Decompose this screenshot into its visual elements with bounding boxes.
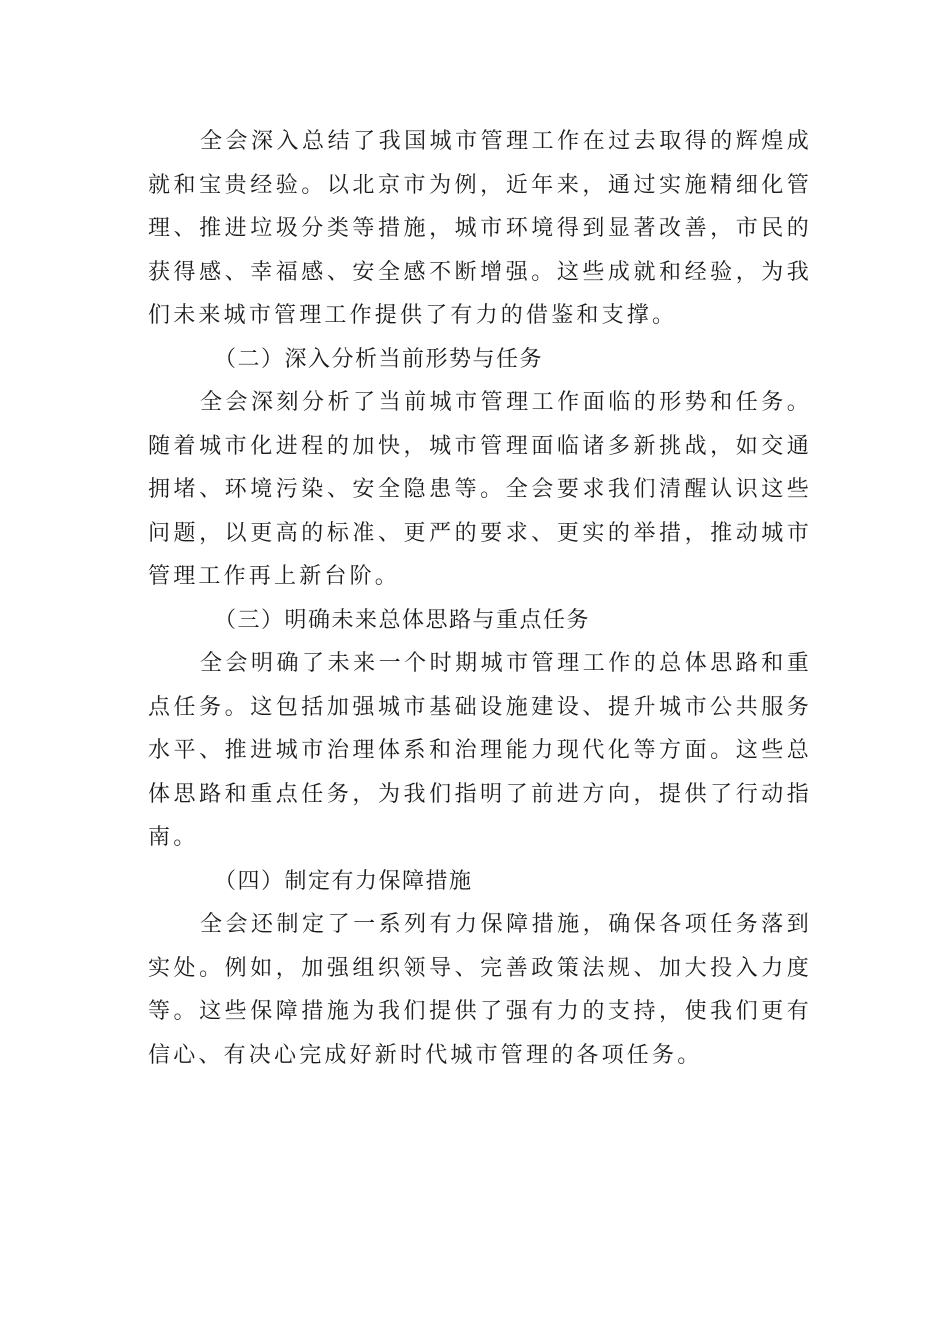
paragraph-future-tasks: 全会明确了未来一个时期城市管理工作的总体思路和重点任务。这包括加强城市基础设施建设、提升城市公共服务水平、推进城市治理体系和治理能力现代化等方面。这些总体思路和重点任务，为我们指明了前进方向，提供了行动指南。 bbox=[148, 651, 812, 850]
paragraph-achievements: 全会深入总结了我国城市管理工作在过去取得的辉煌成就和宝贵经验。以北京市为例，近年来，通过实施精细化管理、推进垃圾分类等措施，城市环境得到显著改善，市民的获得感、幸福感、安全感不断增强。这些成就和经验，为我们未来城市管理工作提供了有力的借鉴和支撑。 bbox=[148, 129, 812, 328]
section-heading-3: （三）明确未来总体思路与重点任务 bbox=[214, 607, 591, 633]
document-body bbox=[148, 120, 812, 1077]
paragraph-situation: 全会深刻分析了当前城市管理工作面临的形势和任务。随着城市化进程的加快，城市管理面临诸多新挑战，如交通拥堵、环境污染、安全隐患等。全会要求我们清醒认识这些问题，以更高的标准、更严的要求、更实的举措，推动城市管理工作再上新台阶。 bbox=[148, 390, 812, 589]
section-heading-2: （二）深入分析当前形势与任务 bbox=[214, 346, 544, 372]
paragraph-safeguards: 全会还制定了一系列有力保障措施，确保各项任务落到实处。例如，加强组织领导、完善政策法规、加大投入力度等。这些保障措施为我们提供了强有力的支持，使我们更有信心、有决心完成好新时代城市管理的各项任务。 bbox=[148, 912, 812, 1068]
section-heading-4: （四）制定有力保障措施 bbox=[214, 868, 473, 894]
